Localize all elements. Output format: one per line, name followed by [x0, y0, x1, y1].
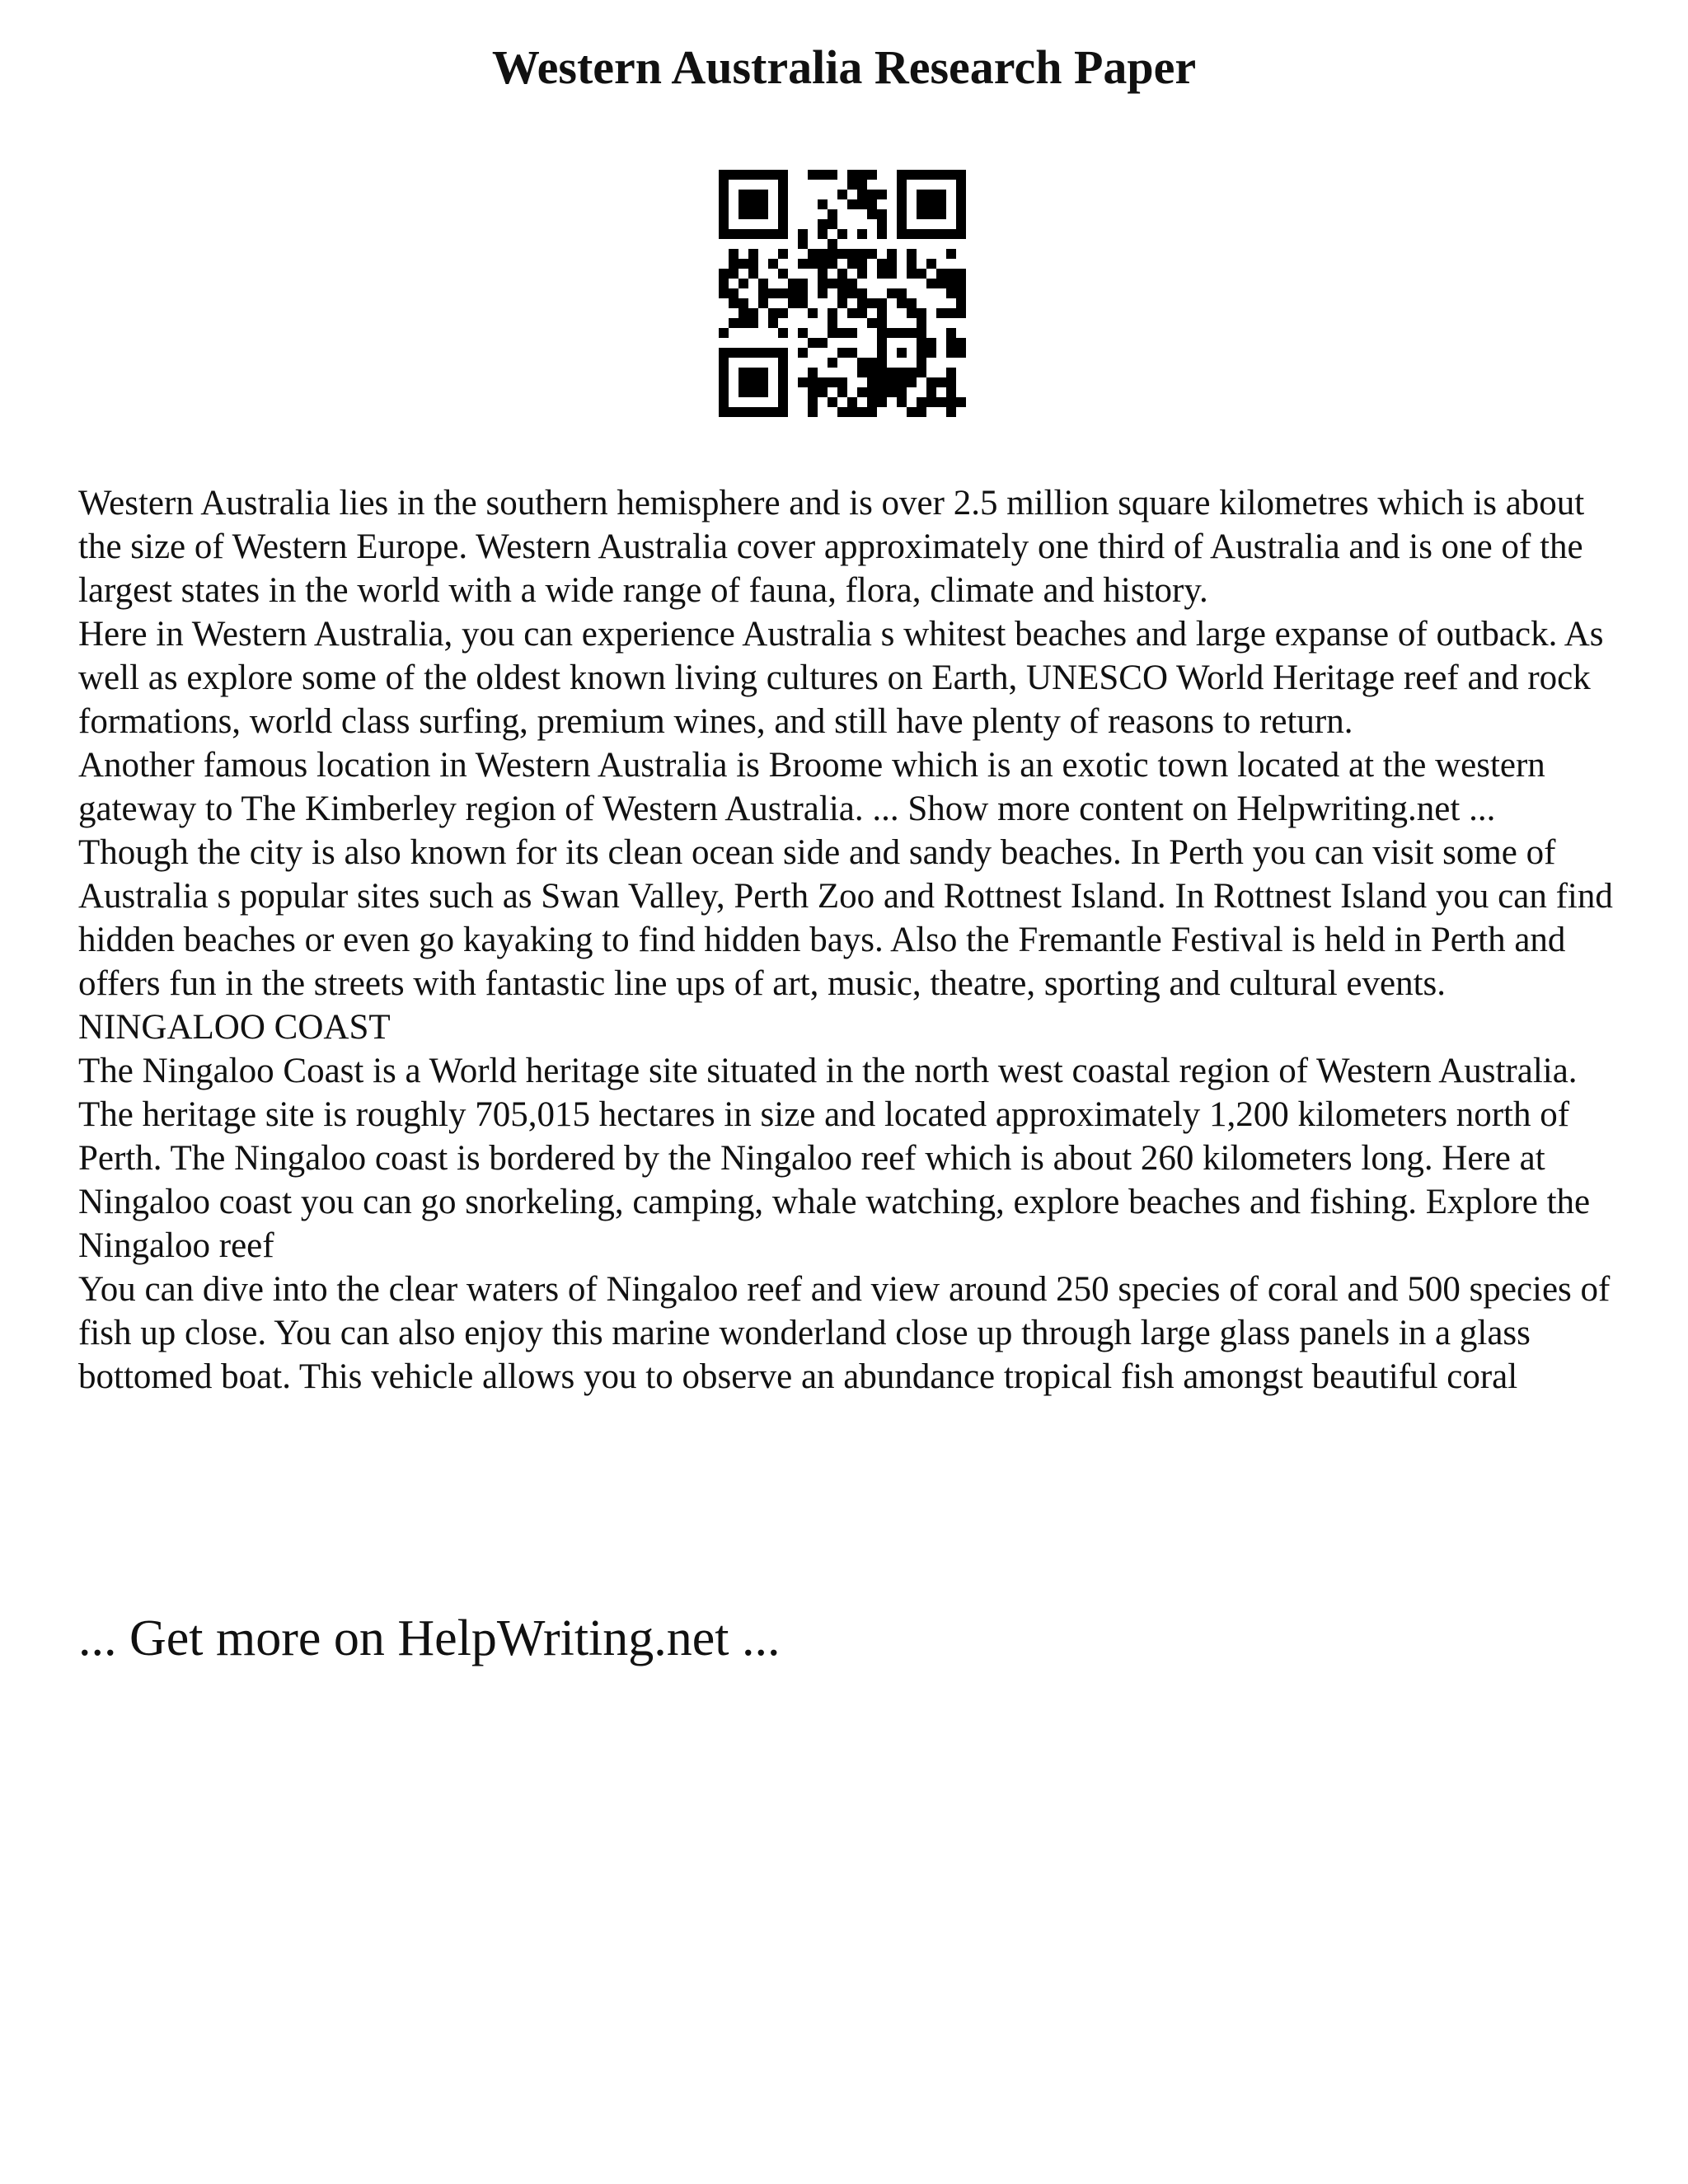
get-more-link[interactable]: ... Get more on HelpWriting.net ...: [78, 1610, 781, 1666]
qr-code-graphic: [719, 170, 966, 417]
section-heading: NINGALOO COAST: [78, 1008, 391, 1047]
qr-code-icon[interactable]: [719, 170, 966, 417]
document-title: Western Australia Research Paper: [491, 40, 1197, 94]
document-body: [78, 481, 1628, 1399]
paragraph: Western Australia lies in the southern hemisphere and is over 2.5 million square kilometres which is about the size of Western Europe. Western Australia cover approximately one third of Australia and is one of the largest states in the world with a wide range of fauna, flora, climate and history.: [78, 484, 1585, 610]
paragraph: Another famous location in Western Australia is Broome which is an exotic town located at the western gateway to The Kimberley region of Western Australia. ... Show more content on Helpwriting.net ...: [78, 746, 1545, 828]
paragraph: The Ningaloo Coast is a World heritage site situated in the north west coastal region of Western Australia. The heritage site is roughly 705,015 hectares in size and located approximately 1,200 kilometers north of Perth. The Ningaloo coast is bordered by the Ningaloo reef which is about 260 kilometers long. Here at Ningaloo coast you can go snorkeling, camping, whale watching, explore beaches and fishing. Explore the Ningaloo reef: [78, 1052, 1591, 1265]
paragraph: Here in Western Australia, you can experience Australia s whitest beaches and large expanse of outback. As well as explore some of the oldest known living cultures on Earth, UNESCO World Heritage reef and rock formations, world class surfing, premium wines, and still have plenty of reasons to return.: [78, 615, 1604, 741]
paragraph: You can dive into the clear waters of Ningaloo reef and view around 250 species of coral and 500 species of fish up close. You can also enjoy this marine wonderland close up through large glass panels in a glass bottomed boat. This vehicle allows you to observe an abundance tropical fish amongst beautiful coral: [78, 1270, 1611, 1396]
paragraph: Though the city is also known for its clean ocean side and sandy beaches. In Perth you can visit some of Australia s popular sites such as Swan Valley, Perth Zoo and Rottnest Island. In Rottnest Island you can find hidden beaches or even go kayaking to find hidden bays. Also the Fremantle Festival is held in Perth and offers fun in the streets with fantastic line ups of art, music, theatre, sporting and cultural events.: [78, 833, 1613, 1003]
